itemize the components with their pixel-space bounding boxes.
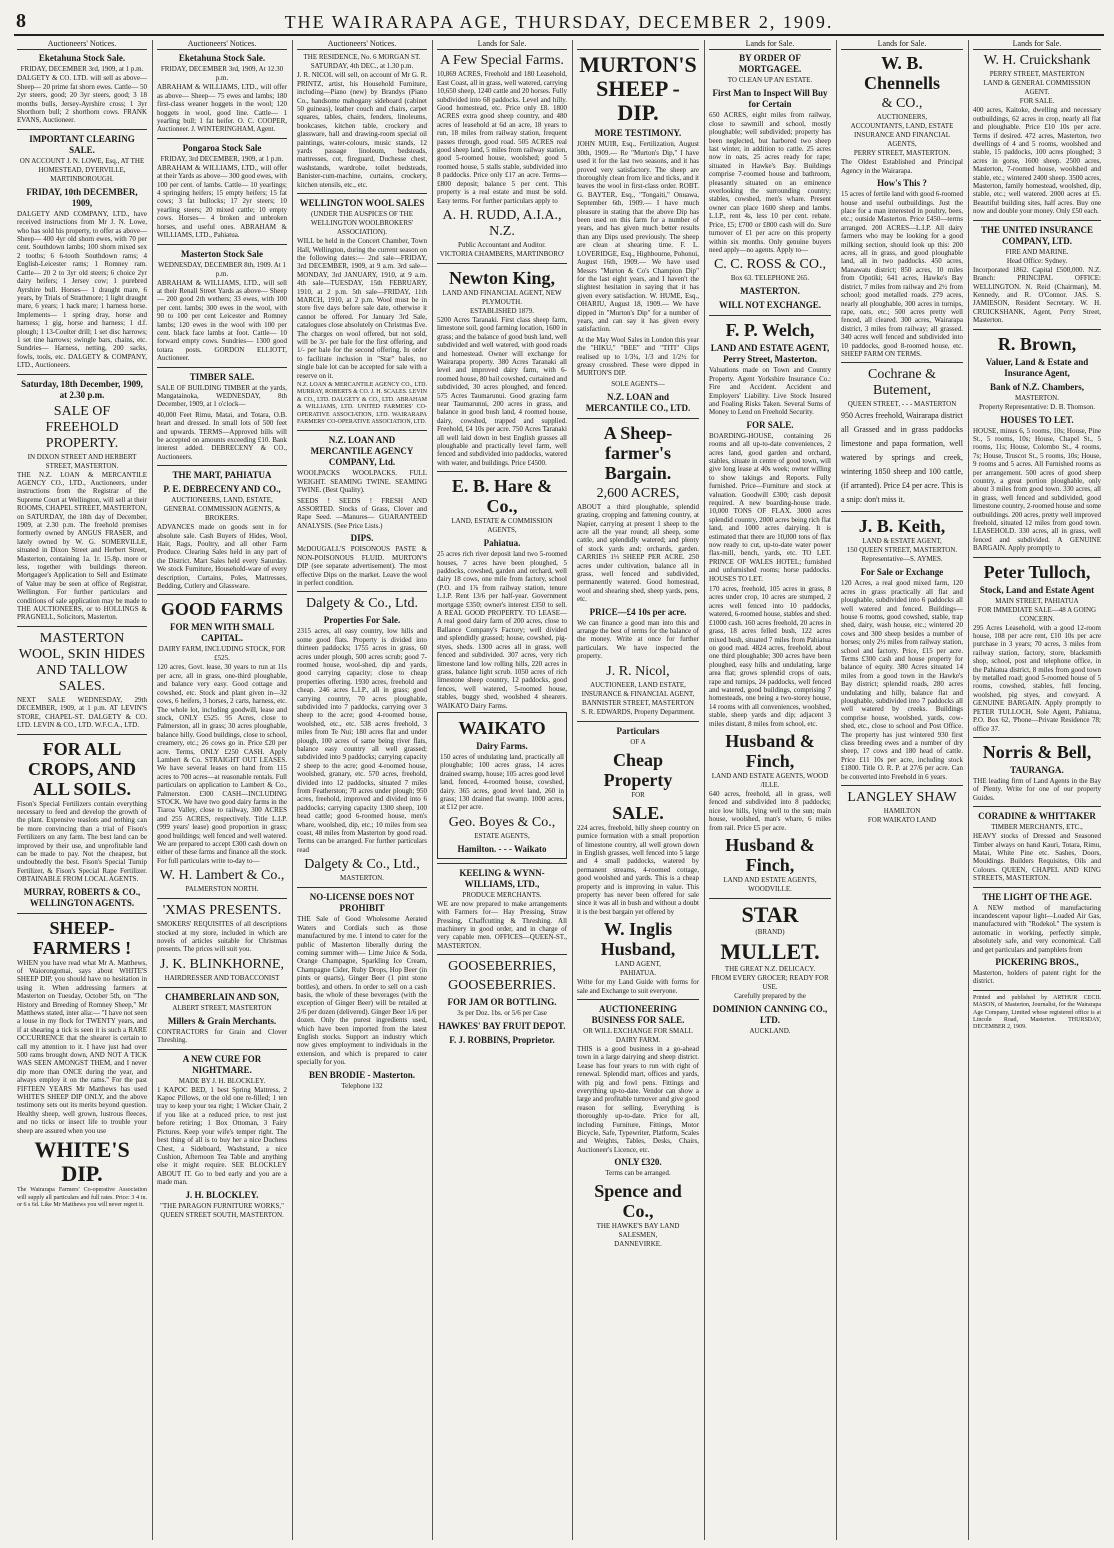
ad-subheading: Box 63. TELEPHONE 265.	[730, 274, 810, 283]
ad-subheading: AUCKLAND.	[749, 1027, 791, 1035]
section-header: Lands for Sale.	[437, 40, 567, 50]
ad-subheading: DANNEVIRKE.	[614, 1240, 662, 1249]
ad-subheading: LAND AND FINANCIAL AGENT, NEW PLYMOUTH.	[442, 288, 562, 306]
ad-heading: Dalgety & Co., Ltd.	[306, 596, 418, 612]
ad-subheading: TAURANGA.	[1010, 764, 1064, 775]
column-8	[970, 40, 1104, 1540]
ad-subheading: DAIRY FARM, INCLUDING STOCK, FOR £525.	[158, 645, 286, 663]
ad-subheading: Properties For Sale.	[323, 615, 401, 626]
ad-heading: Peter Tulloch,	[983, 561, 1091, 582]
ad-subheading: SOLE AGENTS—	[611, 379, 665, 388]
ad-body: HEAVY stocks of Dressed and Seasoned Timber always on hand Kauri, Totara, Rimu, Matai, White Pine etc. Sashes, Doors, Mouldings. Builders Requisites, Oils and Colours. QUEEN, CHAPEL AND KING STREETS, MASTERTON.	[973, 832, 1101, 883]
ad-subheading: Valuer, Land & Estate and Insurance Agent,	[985, 356, 1089, 378]
ad-subheading: Pahiatua.	[483, 538, 521, 549]
divider	[157, 594, 287, 595]
ad-subheading: AUCTIONEER, LAND ESTATE, INSURANCE & FINANCIAL AGENT,	[581, 680, 695, 698]
section-header: Lands for Sale.	[841, 40, 963, 50]
ad-subheading: Carefully prepared by the	[734, 992, 806, 1000]
ad-subheading: AUCTIONEERS, LAND, ESTATE, GENERAL COMMISSION AGENTS, & BROKERS.	[163, 496, 281, 523]
ad-body: 650 ACRES, eight miles from railway, close to sawmill and school, mostly ploughable; well subdivided; property has been neglected, but harbored two sheep last winter, in addition to cattle. 25 acres now in oats, 25 acres ready for rape; situated in Hawke's Bay. Buildings comprise 7-roomed house and bathroom, pleasantly situated on an eminence overlooking the surrounding country; stables, cowshed, men's whare. Present owner can place 1600 sheep and lambs. L.I.P., rent 4s, less 10 per cent. rebate. Price, £5; £700 or £800 cash will do. Sure turnover of £1 per acre on this property within six months. Only genuine buyers need apply—no agents. Apply to—	[709, 111, 831, 254]
ad-subheading: Hamilton. - - - Waikato	[457, 843, 547, 854]
ad-body: 150 acres of undulating land, practically all ploughable; 100 acres grass, 14 acres drained swamp, house; 105 acres good level land, fenced, 4-roomed house, cowshed, dairy. 365 acres, good level land, 260 in grass; 130 drained flat swamp. 1000 acres, at £12 per acre.	[440, 752, 564, 812]
ad-heading: NO-LICENSE DOES NOT PROHIBIT	[309, 892, 415, 914]
ad-subheading: (BRAND)	[755, 928, 785, 936]
ad-body: 2315 acres, all easy country, low hills and some good flats. Property is divided into thirteen paddocks; 1755 acres in grass, 60 acres under plough, 500 acres scrub; good 7-roomed house, wool-shed, dip and yards, good carrying capacity; close to cheap properties offering. 1930 acres, freehold and cheap. 246 acres L.I.P., all in grass; good carrying country, 70 acres ploughable, subdivided into 7 paddocks, carrying over 3 sheep to the acre; good 4-roomed house, woolshed, etc., etc. 538 acres freehold, 3 miles from Te Nui; 180 acres flat and under plough, 100 acres of same being river flats, balance easy country all well grassed; subdivided into 9 paddocks; carrying capacity 2 sheep to the acre; good 4-roomed house, woolshed, granary, etc. 570 acres, freehold, divided into 12 paddocks, situated 7 miles from Featherston; 70 acres under plough; 950 acres, freehold, improved and divided into 6 paddocks; carrying capacity 1300 sheep, 100 head cattle; good 6-roomed house, men's whare, woolshed, dip, etc.; 10 miles from sea coast, 48 miles from Masterton by good road. Terms can be arranged. For further particulars read	[297, 627, 427, 854]
ad-subheading: Telephone 132	[341, 1081, 383, 1090]
ad-subheading: LAND AGENT,	[615, 960, 661, 969]
ad-subheading: MADE BY J. H. BLOCKLEY.	[178, 1076, 266, 1085]
ad-heading: Cochrane & Butement,	[867, 367, 937, 399]
ad-heading: J. B. Keith,	[858, 516, 946, 537]
ad-heading: PICKERING BROS.,	[995, 957, 1079, 967]
ad-heading: Pongaroa Stock Sale	[182, 142, 262, 153]
divider	[437, 954, 567, 955]
ad-subheading: FOR JAM OR BOTTLING.	[447, 997, 557, 1008]
ad-subheading: MAIN STREET, PAHIATUA	[995, 596, 1079, 605]
divider	[157, 244, 287, 245]
ad-heading: J. K. BLINKHORNE,	[159, 956, 285, 972]
ad-subheading: OF A	[630, 737, 646, 746]
ad-heading: WELLINGTON WOOL SALES	[299, 198, 425, 209]
ad-heading: A. H. RUDD, A.I.A., N.Z.	[442, 207, 562, 239]
ad-heading: C. C. ROSS & CO.,	[713, 257, 827, 273]
ad-body: 640 acres, freehold, all in grass, well fenced and subdivided into 8 paddocks; nice low hills, lying well to the sun; main house, woolshed, man's whare, 6 miles from rail. Price £5 per acre.	[709, 789, 831, 832]
ad-subheading: (UNDER THE AUSPICES OF THE WELLINGTON WOOLBROKERS' ASSOCIATION).	[310, 210, 414, 237]
ad-body: 224 acres, freehold, hilly sheep country on pumice formation with a small proportion of limestone country, all well grown down in English grasses, well fenced into 5 large and 4 small paddocks, watered by permanent streams, 4-roomed cottage, good woolshed and yards. This is a cheap property and is improving in value. This property has never been offered for sale since it was all in bush and without a doubt it is the best bargain yet offered by	[577, 823, 699, 916]
ad-subheading: PERRY STREET, MASTERTON	[989, 70, 1085, 79]
ad-body: ADVANCES made on goods sent in for absolute sale. Cash Buyers of Hides, Wool, Hair, Rags, Poultry, and all other Farm Produce. Clearing Sales held in any part of the District. Mart Sales held every Saturday. We stock Furniture, Household-ware of every description, Curtains, Poles, Mattresses, Bedding, Cutlery and Glassware.	[157, 523, 287, 591]
divider	[17, 374, 147, 375]
ad-body: THE N.Z. LOAN & MERCANTILE AGENCY CO., LTD., Auctioneers, under instructions from the Registrar of the Supreme Court at Wellington, will sell at their ROOMS, CHAPEL STREET, MASTERTON, on SATURDAY, the 18th day of December, 1909, at 2.30 p.m. The freehold premises formerly owned by ANGUS FRASER, and lately owned by W. G. SOMERVILLE, situated in Dixon Street and Herbert Street, Masterton, containing 1a. 1r. 15.8p. more or less, together with buildings thereon. Mortgagee's Application to Sell and Estimate of Value may be seen at office of Registrar, Wellington. For further particulars and conditions of sale application may be made to THE AUCTIONEERS, or to HOLLINGS & PRAGNELL, Solicitors, Masterton.	[17, 470, 147, 622]
ad-body: SEEDS ! SEEDS ! FRESH AND ASSORTED. Stocks of Grass, Clover and Rape Seed. —Manures— GUARANTEED ANALYSIS. (See Price Lists.)	[297, 496, 427, 530]
ad-subheading: FRIDAY, DECEMBER 3rd, 1909, at 1 p.m.	[20, 65, 144, 74]
ad-heading: FOR ALL CROPS, AND ALL SOILS.	[27, 738, 136, 799]
column-2	[154, 40, 290, 1540]
divider	[577, 721, 699, 722]
ad-heading: W. B. Chennells	[863, 53, 941, 94]
ad-body: Valuations made on Town and Country Property. Agent Yorkshire Insurance Co.: Fire and Accident. Accident and Employers' Liability. Live Stock Insured and Foaling Risks Taken. Several Sums of Money to Lend on Freehold Security.	[709, 366, 831, 417]
ad-heading: SHEEP-FARMERS !	[32, 917, 132, 958]
column-5	[574, 40, 702, 1540]
ad-subheading: ESTATE AGENTS,	[474, 831, 530, 840]
column-rule	[152, 40, 153, 1540]
ad-body: SALE OF BUILDING TIMBER at the yards, Mangatainoka, WEDNESDAY, 8th December, 1909, at 1 o'clock—	[157, 383, 287, 409]
divider	[973, 737, 1101, 738]
ad-heading: CHAMBERLAIN AND SON,	[165, 991, 279, 1002]
column-rule	[968, 40, 969, 1540]
ad-heading: DOMINION CANNING CO., LTD.	[712, 1004, 828, 1025]
ad-date: FRIDAY, 10th DECEMBER, 1909,	[26, 186, 138, 208]
column-rule	[572, 40, 573, 1540]
ad-subheading: FROM EVERY GROCER; READY FOR USE.	[711, 974, 829, 991]
ad-heading: SALE.	[612, 802, 664, 823]
ad-body: The Wairarapa Farmers' Co-operative Association will supply all particulars and full rates. Price: 3 4 in. or 6 s 6d. Like Mr Matthews you will never regret it.	[17, 1187, 147, 1208]
divider	[157, 367, 287, 368]
newspaper-page	[14, 6, 1104, 1542]
ad-heading: 2,600 ACRES,	[596, 485, 680, 501]
ad-subheading: ON ACCOUNT J. N. LOWE, Esq., AT THE HOMESTEAD, DYERVILLE, MARTINBOROUGH.	[19, 156, 145, 183]
divider	[17, 734, 147, 735]
ad-heading: J. R. Nicol,	[606, 663, 670, 679]
divider	[577, 418, 699, 419]
ad-heading: Husband & Finch,	[725, 835, 815, 875]
ad-body: ABRAHAM & WILLIAMS, LTD., will offer as above— Sheep— 75 ewes and lambs; 180 first-class weaner hoggets in the wool; 120 hoggets in wool, good line. Cattle— 1 yearling bull; 1 fat heifer. O. C. COOPER, Auctioneer. J. WINTERINGHAM, Agent.	[157, 83, 287, 134]
section-header: Auctioneers' Notices.	[17, 40, 147, 50]
ad-body: ABRAHAM & WILLIAMS, LTD., will offer at their Yards as above— 300 good ewes, with 100 per cent. of lambs. Cattle— 10 yearlings; 4 springing heifers; 15 empty heifers; 15 fat cows; 3 fat bullocks; 17 2yr steers; 10 yearling steers; 20 mixed cattle; 10 empty cows. Horses— 4 broken and unbroken horses, and useful ones. ABRAHAM & WILLIAMS, LTD., Pahiatua.	[157, 163, 287, 240]
ad-heading: Geo. Boyes & Co.,	[448, 814, 556, 830]
ad-subheading: IN DIXON STREET AND HERBERT STREET, MASTERTON.	[27, 452, 137, 470]
ad-subheading: Stock, Land and Estate Agent	[979, 584, 1095, 595]
divider	[973, 887, 1101, 888]
ad-subheading: Dairy Farms.	[476, 740, 528, 751]
ad-subheading: First Man to Inspect Will Buy for Certain	[712, 88, 828, 110]
ad-subheading: FOR MEN WITH SMALL CAPITAL.	[169, 622, 275, 644]
divider	[17, 129, 147, 130]
divider	[437, 863, 567, 864]
section-header: Lands for Sale.	[973, 40, 1101, 50]
ad-heading: DIPS.	[350, 533, 374, 544]
ad-body: WHEN you have read what Mr A. Matthews, of Waiorongomai, says about WHITE'S SHEEP DIP, you should have no hesitation in using it. When addressing farmers at Masterton on Tuesday, October 5th, on "The History and Breeding of Romney Sheep," Mr Matthews stated, inter alia:— "I have not seen a louse in my flock for TWENTY years, and if at shearing a tick is seen it is such a RARE OCCURRENCE that the shearer is certain to call my attention to it. I have just had over 500 rams brought down, AND NOT A TICK WAS SEEN AMONGST THEM, and I never dip more than ONCE during the year, and always employ it on the rams." For the past FIFTEEN YEARS Mr Matthews has used WHITE'S SHEEP DIP ONLY, and the above testimony sets out its merits beyond question. Healthy sheep, well grown, lustrous fleeces, and no ticks or insect life to trouble your sheep are assured when you use	[17, 958, 147, 1135]
ad-agents: MURRAY, ROBERTS & CO., WELLINGTON AGENTS.	[23, 886, 141, 908]
ad-heading: AUCTIONEERING BUSINESS FOR SALE.	[591, 1003, 685, 1025]
ad-price: PRICE—£4 10s per acre.	[589, 606, 687, 617]
divider	[973, 220, 1101, 221]
ad-subheading: For Sale or Exchange	[860, 567, 944, 578]
ad-subheading: THE HAWKE'S BAY LAND SALESMEN,	[596, 1222, 680, 1240]
ad-heading: MULLET.	[720, 939, 820, 964]
ad-heading: R. Brown,	[997, 333, 1077, 354]
ad-body: 5200 Acres Taranaki. First class sheep farm, limestone soil, good farming location, 1600 in grass; and the balance of good bush land, well subdivided and well watered, with good roads and homestead. Owner will exchange for Wairarapa property. 380 Acres Taranaki all level and improved dairy farm, with 6-roomed house, 80 bail cowshed, curtained and subdivided, 30 acres ploughed, and fenced. 575 Acres Taumarunui. Good grazing farm near Taumarunui, 200 acres in grass, and balance in good bush land, 4 roomed house, dairy, cowshed, trapped and supplied. Freehold, £4 10s per acre. 750 Acres Taranaki all well laid down in best English grasses all ploughable and practically level farm, well fenced and subdivided into paddocks, watered with water, and buildings. Price £4500.	[437, 315, 567, 467]
ad-heading: Particulars	[616, 725, 660, 736]
ad-subheading: LAND, ESTATE & COMMISSION AGENTS,	[451, 517, 553, 535]
ad-body: DALGETY AND COMPANY, LTD., have received instructions from Mr J. N. Lowe, who has sold his property, to offer as above— Sheep— 400 4yr old shorn ewes, with 70 per cent. Southdown lambs; 100 shorn mixed sex 2 tooths; 6 6-tooth Southdown rams; 4 English-Leicester rams; 1 Romney ram. Cattle— 20 2 to 3yr old steers; 6 choice 2yr dairy heifers; 1 Jersey cow; 1 purebred Ayrshire bull. Horses— 1 draught mare, 6 years, by Trials of Strathmore; 1 light draught mare, 6 years; 1 hack mare; 1 harness horse. Implements— 1 spring dray, horse and harness; 1 gig, horse and harness; 1 d.f. plough; 1 13-Coulter drill; 1 set disc harrows; 1 set tine harrows; swingle bars, chains, etc. Sundries— Harness, netting, 200 sacks, fowls, tools, etc. DALGETY & COMPANY, LTD., Auctioneers.	[17, 209, 147, 370]
ad-subheading: MASTERTON.	[740, 286, 800, 297]
ad-subheading: OR WILL EXCHANGE FOR SMALL DAIRY FARM.	[583, 1026, 693, 1044]
ad-body: BOARDING-HOUSE, containing 26 rooms and all up-to-date conveniences, 2 acres land, good garden and orchard, stables, situate in centre of good town, will give long lease at 40s week; owner willing to show takings and Reports. Fully furnished. Price—Furniture and stock at valuation. Goodwill £300; cash deposit required. A new boarding-house trade. 10,000 TONS OF FLAX. 3000 acres splendid country, 2000 acres being rich flat land, and 1000 acres dairying. It is estimated that there are 10,000 tons of flax now ready to cut, up-to-date water power flax-mill, bench, yards, etc. TO LET. PRINCE OF WALES HOTEL; furnished and unfurnished rooms; horse paddocks. HOUSES TO LET.	[709, 431, 831, 583]
ad-heading: E. B. Hare & Co.,	[451, 476, 553, 517]
section-header: Lands for Sale.	[709, 40, 831, 50]
column-7	[838, 40, 966, 1540]
ad-subheading: LAND & GENERAL COMMISSION AGENT.	[983, 79, 1091, 97]
ad-body: JOHN MUIR, Esq., Fertilization, August 30th, 1909.— Re "Murton's Dip," I have used it for the last two seasons, and it has proved very satisfactory. The sheep are thoroughly clean from lice and ticks, and it leaves the wool in first-class order. ROBT. G. BAYTER, Esq., "Tongaiti," Onuawa, September 6th, 1909.— I have much pleasure in stating that the above Dip has been used on this farm for a number of years, and has given much better results than any Dips used previously. The sheep are clean at shearing time. F. L. LOVERIDGE, Esq., Highbourne, Pohonui, August 16th, 1909.— We have used Messrs "Murton & Co's Champion Dip" for the last eight years, and I haven't the slightest hesitation in saying that it has given every satisfaction. W. HUME, Esq., OHARIU, August 18, 1909.— We have dipped in "Murton's Dip" for a number of years, and can say it has given every satisfaction.	[577, 140, 699, 334]
column-4	[434, 40, 570, 1540]
ad-subheading: Millers & Grain Merchants.	[167, 1015, 277, 1026]
ad-subheading: WOODVILLE.	[748, 885, 792, 893]
ad-body: Incorporated 1862. Capital £500,000. N.Z. Branch: PRINCIPAL OFFICE: WELLINGTON. N. Reid (Chairman), M. Kennedy, and R. O'Connor. JAS. S. JAMIESON, Resident Secretary. W. H. CRUICKSHANK, Agent, Perry Street, Masterton.	[973, 265, 1101, 325]
ad-subheading: "THE PARAGON FURNITURE WORKS,"	[160, 1201, 284, 1210]
ad-heading: IMPORTANT CLEARING SALE.	[29, 133, 135, 155]
ad-body: WILL be held in the Concert Chamber, Town Hall, Wellington, during the current season on the following dates:— 2nd sale—FRIDAY, 3rd DECEMBER, 1909, at 9 a.m. 3rd sale—MONDAY, 3rd JANUARY, 1910, at 9 a.m. 4th sale—TUESDAY, 15th FEBRUARY, 1910, at 2 p.m. 5th sale—FRIDAY, 11th MARCH, 1910, at 2 p.m. Wool must be in store five days before sale date, otherwise it cannot be offered. For January 3rd Sale, catalogues close absolutely on Christmas Eve. The charges on wool offered, but not sold, will be 3/- per bale for the first offering, and 1/- per bale for the second offering. In order to facilitate inclusion in "Star" bales, no single bale lot can be accepted for sale with a reserve on it.	[297, 237, 427, 380]
ad-subheading: VICTORIA CHAMBERS, MARTINBORO'	[439, 249, 565, 258]
column-rule	[836, 40, 837, 1540]
ad-heading: W. H. Lambert & Co.,	[159, 868, 285, 884]
divider	[437, 263, 567, 264]
ad-heading: BEN BRODIE - Masterton.	[309, 1069, 415, 1080]
ad-heading: Newton King,	[448, 267, 555, 288]
ad-subheading: FOR WAIKATO LAND	[867, 816, 937, 825]
ad-body: 120 Acres, a real good mixed farm, 120 acres in grass practically all flat and ploughable, subdivided into 6 paddocks all well watered and fenced. Buildings—house 6 rooms, good cowshed, stable, trap shed, dairy, wash house, etc.; wintered 20 cows and 300 sheep besides a number of horses; only 2½ miles from railway station, school and factory. Price, £15 per acre. Terms £300 cash and house property for balance of equity. 380 Acres situated 14 miles from a good town in the Hawke's Bay district; splendid roads, 280 acres undulating and hilly, balance flat and ploughable, subdivided into 7 paddocks all well watered by creeks. Buildings comprise house, woolshed, yards, cow-shed, etc., close to school and Post Office. The property has just wintered 930 first class breeding ewes and a number of dry sheep, 17 cows and 180 head of cattle. Price £11 10s per acre, including stock £1800. Title O. R. P. at 27/6 per acre. Can be converted into Freehold in 6 years.	[841, 579, 963, 781]
ad-heading: Eketahuna Stock Sale.	[38, 53, 126, 64]
ad-body: Fison's Special Fertilizers contain everything necessary to feed and develop the growth of the plant. Expensive teaslots and nothing can be more convincing than a trial of Fison's Fertilizers on any farm. The best land can be improved by their use, and unprofitable land can be made to pay. Not the cheapest, but undoubtedly the best. Fison's Special Turnip Fertilizer, & Fison's Special Rape Fertilizer. OBTAINABLE FROM LOCAL AGENTS.	[17, 799, 147, 884]
divider	[841, 362, 963, 363]
divider	[157, 987, 287, 988]
ad-body: N.Z. LOAN & MERCANTILE AGENCY CO., LTD. MURRAY, ROBERTS & CO. J. H. SCALES. LEVIN & CO., LTD. DALGETY & CO., LTD. ABRAHAM & WILLIAMS, LTD. UNITED FARMERS' CO-OPERATIVE ASSOCIATION, LTD. WAIRARAPA FARMERS' CO-OPERATIVE ASSOCIATION, LTD.	[297, 382, 427, 426]
ad-subheading: PRODUCE MERCHANTS.	[462, 890, 542, 899]
ad-price: ONLY £320.	[614, 1157, 662, 1168]
ad-body: ABRAHAM & WILLIAMS, LTD., will sell at their Renall Street Yards as above— Sheep— 200 good 2th wethers; 33 ewes, with 100 per cent. lambs; 300 ewes in the wool, with 90 to 100 per cent Leicester and Romney lambs; 120 ewes in the wool with 100 per cent. black face lambs at foot. Cattle— 10 forward empty cows. Sundries— 1300 good totara posts. GORDON ELLIOTT, Auctioneer.	[157, 278, 287, 363]
ad-subheading: WEDNESDAY, DECEMBER 8th, 1909. At 1 p.m.	[158, 260, 286, 278]
ad-heading: GOOSEBERRIES.	[448, 978, 556, 994]
ad-heading: WAIKATO	[458, 717, 546, 738]
ad-heading: W. H. Cruickshank	[983, 53, 1091, 69]
divider	[297, 591, 427, 592]
ad-heading: TIMBER SALE.	[189, 371, 255, 382]
ad-subheading: PAHIATUA.	[619, 969, 657, 978]
ad-subheading: QUEEN STREET SOUTH, MASTERTON.	[160, 1210, 284, 1219]
ad-heading: Masterton Stock Sale	[181, 248, 263, 259]
ad-heading: GOOSEBERRIES,	[448, 959, 556, 975]
ad-subheading: Public Accountant and Auditor.	[458, 240, 546, 249]
ad-heading: How's This ?	[877, 178, 927, 189]
divider	[973, 990, 1101, 991]
ad-body: 15 acres of fertile land with good 6-roomed house and useful outbuildings. Just the place for a man interested in poultry, bees, etc.; outside Masterton. Price £450—terms arranged. 200 ACRES—L.I.P. All dairy farmers who may be looking for a good milking section, should look up this: 200 acres, all in grass, and good ploughable land, all in two paddocks. 450 acres, Manawatu district; 850 acres, 10 miles from Opotiki; 641 acres, Hawke's Bay district, 7 miles from railway and 2½ from school; good metalled roads. 279 acres, nearly all ploughable, 300 acres in turnips, rape, oats, etc.; 500 acres pretty well fenced, all cleared. 300 acres, Wairarapa district, 3 miles from railway; all grassed. 340 acres well fenced and subdivided into 10 paddocks, good 8-roomed house, etc. SHEEP FARM ON TERMS.	[841, 190, 963, 358]
ad-heading: P. E. DEBRECENY AND CO.,	[163, 484, 281, 495]
ad-subheading: FRIDAY, 3rd DECEMBER, 1909, at 1 p.m.	[160, 154, 284, 163]
ad-heading: & CO.,	[881, 96, 923, 112]
ad-body: 10,869 ACRES, Freehold and 180 Leasehold, East Coast, all in grass, well watered, carrying 10,650 sheep, 1240 cattle and 20 horses. Fully subdivided into 68 paddocks. Level and hilly. Good homestead, etc. Price only £8. 1800 ACRES extra good sheep country, and 480 acres of leasehold at 6d an acre, 18 years to run, 18 miles from railway station, frequent passes through, good road. 505 ACRES real good sheep land, 5 miles from railway station, good 5-roomed house, woolshed; good 5 roomed house, 5 stalls stable, subdivided into 8 paddocks. Price only £17 an acre. Terms—£800 deposit; balance 5 per cent. This property is a real estate and must be sold. Easy terms. For further particulars apply to	[437, 70, 567, 205]
ad-body: 40,000 Feet Rimu, Matai, and Totara, O.B. heart and dressed. In small lots of 500 feet and upwards. TERMS—Approved bills will be accepted on amounts exceeding £10. Bank interest added. DEBRECENY & CO., Auctioneers.	[157, 410, 287, 461]
divider	[297, 887, 427, 888]
ad-heading: THE UNITED INSURANCE COMPANY, LTD.	[980, 224, 1094, 246]
ad-subheading: TIMBER MERCHANTS, ETC.,	[991, 823, 1083, 832]
ad-subheading: F. J. ROBBINS, Proprietor.	[449, 1035, 555, 1046]
ad-heading: KEELING & WYNN-WILLIAMS, LTD.,	[459, 867, 545, 889]
ad-heading: MASTERTON WOOL, SKIN HIDES AND TALLOW SALES.	[18, 630, 146, 694]
ad-body: At the May Wool Sales in London this year the "HIKU," "BEE" and "TITI" Clips realised up to 1/3¼, 1/3 and 1/2½ for greasy crossbred. These were dipped in MURTON'S DIP.	[577, 335, 699, 378]
ad-body: ABOUT a third ploughable, splendid grazing, cropping and fattening country, at Napier, carrying at present 1 sheep to the acre all the year round; all sheep, some cattle, and splendidly watered; and plenty of stock yards and; orchards, garden. CARRIES 1⅓ SHEEP PER ACRE. 250 acres under cultivation, balance all in grass, well fenced and subdivided, permanently watered. Good homestead, wool and shearing shed, sheep yards, pens, etc.	[577, 502, 699, 604]
ad-body: 400 acres, Kaitoke, dwelling and necessary outbuildings, 62 acres in crop, nearly all flat and ploughable. Price £10 10s per acre. Terms if desired. 472 acres, Masterton, two dwellings of 4 and 5 rooms, woolshed and stable, 15 paddocks, 100 acres ploughed; 3 acres in gorse, 1600 sheep. 2500 acres, Masterton, 7-roomed house, woolshed and stable, etc.; wintered 2400 sheep. 3500 acres, Masterton, family homestead, woolshed, dip, stable, etc.; well watered. 2000 acres at £5. Beautiful building sites, half acres. Buy one now and double your money. Only £50 each.	[973, 106, 1101, 216]
divider	[709, 898, 831, 899]
ad-heading: A Few Special Farms.	[440, 53, 564, 69]
ad-heading: THE MART, PAHIATUA	[172, 470, 272, 481]
ad-subheading: HAMILTON	[883, 807, 921, 816]
section-header: Auctioneers' Notices.	[297, 40, 427, 50]
ad-heading: W. Inglis Husband,	[600, 919, 676, 960]
ad-heading: F. P. Welch,	[725, 320, 815, 341]
ad-heading: Dalgety & Co., Ltd.,	[304, 857, 420, 873]
ad-body: McDOUGALL'S POISONOUS PASTE & NON-POISONOUS FLUID. MURTON'S DIP (see separate advertisement). The most effective Dips on the market. Leave the wool in perfect condition.	[297, 545, 427, 587]
divider	[437, 471, 567, 472]
ad-heading: Eketahuna Stock Sale.	[178, 53, 266, 64]
ad-subheading: HOUSES TO LET.	[1000, 414, 1074, 425]
ad-subheading: N.Z. LOAN and MERCANTILE CO., LTD.	[585, 391, 691, 413]
divider	[157, 898, 287, 899]
ad-subheading: TO CLEAN UP AN ESTATE.	[727, 76, 813, 85]
ad-subheading: AUCTIONEERS,	[876, 113, 928, 122]
ad-heading: GOOD FARMS	[160, 599, 284, 620]
ad-heading: WHITE'S DIP.	[34, 1137, 130, 1187]
ad-subheading: THE RESIDENCE, No. 6 MORGAN ST. SATURDAY, 4th DEC., at 1.30 p.m.	[303, 53, 421, 71]
section-header: Auctioneers' Notices.	[157, 40, 287, 50]
ad-subheading: S. R. EDWARDS, Property Department.	[581, 707, 695, 716]
masthead	[14, 6, 1104, 36]
column-rule	[704, 40, 705, 1540]
ad-body: Masterton, holders of patent right for the district.	[973, 969, 1101, 986]
ad-heading: BY ORDER OF MORTGAGEE.	[738, 53, 802, 75]
ad-body: 1 KAPOC BED, 1 best Spring Mattress, 2 Kapoc Pillows, or the old one re-filled; 1 ten tray to keep your tea right; 1 Wicker Chair, 2 if you like at a reduced price, to rest just before retiring; 1 Box Ottoman, 3 Fairy Pictures. Keep your wife's temper right. The best thing of all is to buy her a nice Duchess Chest, a Sideboard, Washstand, a nice Cushion, Afternoon Tea Table and anything else it might require. SEE BLOCKLEY ABOUT IT. Go to bed early and you are a made man.	[157, 1085, 287, 1187]
ad-subheading: Bank of N.Z. Chambers,	[989, 381, 1084, 392]
column-1	[14, 40, 150, 1540]
ad-subheading: FOR	[631, 790, 645, 799]
ad-body: THIS is a good business in a go-ahead town in a large dairying and sheep district. Lease has four years to run with right of renewal. Splendid mart, offices and yards, with pig and fowl pens. Fittings and everything up-to-date. Vendor can show a large and profitable turnover and give good reason for selling. Everything is thoroughly up-to-date. Price for all, including Furniture, Fittings, Motor Bicycle, Safe, Typewriter, Platform, Scales and Weights, Tables, Desks, Chairs, Auctioneer's Licence, etc.	[577, 1044, 699, 1154]
ad-subheading: Terms can be arranged.	[605, 1169, 671, 1178]
ad-body: A NEW method of manufacturing incandescent vapour light—Loaded Air Gas, manufactured with "Rodekol." The system is automatic in working, perfectly simple, absolutely safe, and very economical. Call and get particulars and pamphlets from	[973, 903, 1101, 954]
ad-body: Write for my Land Guide with forms for sale and Exchange to suit everyone.	[577, 978, 699, 995]
ad-subheading: ACCOUNTANTS, LAND, ESTATE INSURANCE AND FINANCIAL AGENTS,	[850, 122, 954, 149]
ad-heading: THE LIGHT OF THE AGE.	[982, 891, 1092, 902]
divider	[17, 913, 147, 914]
ad-subheading: BANNISTER STREET, MASTERTON	[582, 698, 694, 707]
ad-heading: LANGLEY SHAW	[847, 790, 957, 806]
column-rule	[292, 40, 293, 1540]
divider	[17, 626, 147, 627]
ad-body: WE are now prepared to make arrangements with Farmers for— Hay Pressing, Straw Pressing, Chaffcutting & Threshing. All machinery in good order, and in charge of very capable men. OFFICES—QUEEN-ST., MASTERTON.	[437, 899, 567, 950]
ad-subheading: 3s per Doz. 1bs. or 5/6 per Case	[457, 1009, 547, 1018]
ad-heading: Norris & Bell,	[982, 741, 1092, 762]
divider	[973, 557, 1101, 558]
ad-body: THE leading firm of Land Agents in the Bay of Plenty. Write for one of our property Guides.	[973, 776, 1101, 802]
ad-subheading: 150 QUEEN STREET, MASTERTON.	[846, 546, 958, 555]
ad-heading: A Sheep-farmer's Bargain.	[603, 422, 673, 483]
ad-heading: J. H. BLOCKLEY.	[185, 1189, 259, 1200]
ad-subheading: FOR SALE.	[1019, 97, 1055, 106]
ad-heading: Cheap Property	[603, 749, 673, 790]
divider	[841, 785, 963, 786]
divider	[297, 430, 427, 431]
ad-body: DALGETY & CO. LTD. will sell as above— Sheep— 20 prime fat shorn ewes. Cattle— 50 2yr steers, good; 20 3yr steers, good; 3 18 months bulls, Jersey-Ayrshire cross; 1 3yr Shorthorn bull; 2 shorthorn cows. FRANK EVANS, Auctioneer.	[17, 74, 147, 125]
ad-subheading: FOR IMMEDIATE SALE—48 A GOING CONCERN.	[977, 605, 1097, 623]
ad-heading: STAR	[741, 902, 799, 927]
divider	[577, 999, 699, 1000]
ad-heading: HAWKES' BAY FRUIT DEPOT.	[438, 1021, 566, 1032]
ad-subheading: FIRE AND MARINE.	[1005, 247, 1069, 256]
ad-heading: N.Z. LOAN AND MERCANTILE AGENCY COMPANY, Ltd.	[310, 435, 414, 468]
ad-heading: 'XMAS PRESENTS.	[162, 903, 282, 919]
ad-subheading: FOR SALE.	[746, 419, 794, 430]
divider	[157, 1049, 287, 1050]
imprint: Printed and published by ARTHUR CECIL MASON, of Masterton, Journalist, for the Wairarapa Age Company, Limited whose registered office is at Lincoln Road, Masterton. THURSDAY, DECEMBER 2, 1909.	[973, 994, 1101, 1031]
divider	[297, 193, 427, 194]
ad-heading: Saturday, 18th December, 1909, at 2.30 p.m.	[21, 378, 143, 400]
column-3	[294, 40, 430, 1540]
ad-subheading: ALBERT STREET, MASTERTON	[172, 1003, 272, 1012]
ad-subheading: LAND & ESTATE AGENT,	[862, 537, 942, 546]
divider	[973, 329, 1101, 330]
ad-body: THE Sale of Good Wholesome Aerated Waters and Cordials such as those manufactured by me. I intend to cater for the public of Masterton liberally during the coming summer with— Lime Juice & Soda, Orange Champagne, Sparkling Ice Cream, Champagne Cider, Ruby Drops, Hop Beer (in pints or quarts), Ginger Beer (1 pint stone bottles), and others. In order to sell on a cash basis, the whole of these beverages (with the exception of Ginger Beer) will be retailed at 2/6 per dozen (delivered). Ginger Beer 1/6 per dozen. Only the purest ingredients used, which have been imported from the latest English stocks. Support an industry which now gives employment to individuals in the extension, and which is prepared to cater specially for you.	[297, 915, 427, 1067]
section-header	[577, 40, 699, 50]
ad-heading: SALE OF FREEHOLD PROPERTY.	[45, 403, 119, 451]
ad-subheading: ESTABLISHED 1879.	[470, 306, 534, 315]
ad-subheading: MASTERTON.	[1015, 393, 1059, 402]
ad-subheading: THE GREAT N.Z. DELICACY.	[724, 965, 816, 973]
ad-body: The Oldest Established and Principal Agency in the Wairarapa.	[841, 158, 963, 175]
ad-body: 25 acres rich river deposit land two 5-roomed houses, 7 acres have been ploughed, 5 paddocks, cowshed, garden and orchard, well dairy 18 cows, one mile from factory, school (P.O. and 1⅞ from railway station, tenure L.I.P. Rent 13/6 per half-year. Government mortgage £350; owner's interest £350 to sell. A REAL GOOD PROPERTY. TO LEASE—A real good dairy farm of 200 acres, close to Ballance Company's Factory; well divided and splendidly grassed; house, cowshed, pig-styes, sheds. 1300 acres all in grass, well fenced and subdivided. 307 acres, very rich limestone land low rolling hills, 220 acres in grass, balance light scrub. 1050 acres of rich limestone sheep country, 12 paddocks, good fences, well watered, 5-roomed house, stables, buggy shed, woolshed 4 shearers. WAIKATO Dairy Farms.	[437, 550, 567, 710]
ad-heading: MURTON'S SHEEP - DIP.	[579, 52, 697, 126]
ad-subheading: QUEEN STREET, - - - MASTERTON	[847, 400, 957, 409]
ad-body: We can finance a good man into this and arrange the best of terms for the balance of the money. Write at once for further particulars. We have inspected the property.	[577, 618, 699, 661]
ad-subheading: LAND AND ESTATE AGENT, Perry Street, Masterton.	[710, 343, 830, 365]
ad-body: HOUSE, minus 6, 5 rooms, 10s; House, Pine St., 5 rooms, 10s; House, Chapel St., 5 rooms, 11s; House, Colombo St., 4 rooms, 7s; House, Truscot St., 5 rooms, 10s; House, 9 rooms and 5 acres. All Furnished rooms as per arrangement. 500 acres of good sheep country, a great portion ploughable, only about 3 miles from good town. 330 acres, all in grass, well fenced and subdivided, good limestone country, 2-roomed house and some outbuildings. 200 acres, pretty well improved freehold, situated 12 miles from good town. LEASEHOLD. 330 acres, all in grass, well fenced and subdivided. A GENUINE BARGAIN. Apply promptly to	[973, 426, 1101, 553]
ad-subheading: Property Representative: D. B. Thomson.	[979, 402, 1095, 411]
divider	[157, 465, 287, 466]
ad-subheading: MASTERTON.	[340, 874, 384, 883]
column-6	[706, 40, 834, 1540]
divider	[709, 315, 831, 316]
ad-heading: Husband & Finch,	[725, 730, 815, 771]
ad-subheading: PERRY STREET, MASTERTON.	[853, 149, 951, 158]
ad-body: 170 acres, freehold, 105 acres in grass, 8 acres under crop, 10 acres are stumped, 2 acres well fenced into 10 paddocks, watered, 6-roomed house, stables and shed. £1000 cash. 160 acres freehold, 20 acres in grass, 18 acres felled bush, 122 acres mixed bush, situated 7 miles from Pahiatua on good road. 4824 acres, freehold, about one third ploughable; 300 acres have been ploughed, easy hills and undulating, large area flat; grows splendid crops of oats, rape and turnips, 24 paddocks, well fenced and watered, good buildings, comprising 7 homesteads, one being a two-storey house, 14 rooms with all conveniences, woolshed, stable, sheep yards and dip; adjacent 3 miles distant, 8 miles from school, etc.	[709, 585, 831, 728]
ad-heading: CORADINE & WHITTAKER	[978, 811, 1096, 822]
column-rule	[432, 40, 433, 1540]
page-number: 8	[16, 10, 26, 32]
ad-subheading: LAND AND ESTATE AGENTS,	[723, 876, 817, 884]
divider	[973, 806, 1101, 807]
ad-subheading: MORE TESTIMONY.	[594, 128, 682, 139]
ad-subheading: LAND AND ESTATE AGENTS, WOOD /ILLE.	[711, 771, 829, 789]
ad-body: 950 Acres freehold, Wairarapa district all Grassed and in grass paddocks limestone and papa formation, well watered by springs and creek, wintering 1850 sheep and 100 cattle, (if arranted). Price £4 per acre. This is a snip: don't miss it.	[841, 411, 963, 505]
waikato-ad-box	[437, 712, 567, 859]
ad-subheading: FRIDAY, DECEMBER 3rd, 1909, At 12.30 p.m.	[160, 65, 284, 83]
ad-subheading: PALMERSTON NORTH.	[185, 885, 259, 894]
divider	[157, 138, 287, 139]
ad-body: J. R. NICOL will sell, on account of Mr G. R. PRINTZ, artist, his Household Furniture, including—Piano (new) by Brandys (Piano Co., handsome mahogany sideboard (cabinet 50 guineas), leather couch and chairs, carpet squares, tables, chairs, fenders, linoleums, bookcases, kitchen table, crockery and glassware, hall and drawing-room special oil paintings, water-colours, music stands, 12 yards passage linoleum, bedsteads, mattresses, cot, fireguard, Duchesse chest, washstands, wardrobe, toilet bedsteads, Banister-cum-machine, curtains, crockery, kitchen utensils, etc., etc.	[297, 71, 427, 189]
ad-heading: Spence and Co.,	[594, 1181, 682, 1222]
divider	[841, 511, 963, 512]
ad-subheading: Head Office: Sydney.	[1006, 256, 1068, 265]
ad-subheading: HAIRDRESSER AND TOBACCONIST	[164, 973, 280, 982]
ad-body: 120 acres, Govt. lease, 30 years to run at 11s per acre, all in grass, one-third ploughable, and balance very easy. Good cottage and cowshed, etc. Stock and plant given in—32 cows, 6 heifers, 3 horses, 2 carts, harness, etc. The whole lot, including goodwill, lease and stock, ONLY £525. 95 Acres, close to Palmerston, all in grass; 30 acres ploughable, balance hilly. Good buildings, close to school, creamery, etc.; 26 cows go in. Price £20 per acre. Terms, ONLY £250 CASH. Apply Lambert & Co. STRAIGHT OUT LEASES. We have several leases on hand from 115 acres to 700 acres—at reasonable rentals. Full particulars on application to Lambert & Co., Palmerston. £300 CASH—INCLUDING STOCK. We have two good dairy farms in the Tiaroa Valley, close to railway, 300 ACRES and 255 ACRES, respectively. Title L.I.P. (999 years' lease) good proportion in grass; good buildings; well fenced and well watered. We are prepared to accept £300 cash down on either of these farms and finance all the stock. For full particulars write to-day to—	[157, 663, 287, 865]
ad-body: WOOLPACKS WOOLPACKS. FULL WEIGHT. SEAMING TWINE. SEAMING TWINE. (Best Quality).	[297, 469, 427, 495]
newspaper-title: THE WAIRARAPA AGE, THURSDAY, DECEMBER 2, 1909.	[284, 12, 834, 32]
ad-body: SMOKERS' REQUISITES of all descriptions stocked at my store, included in which are novels of articles suitable for Christmas presents. The prices will suit you.	[157, 920, 287, 954]
ad-heading: A NEW CURE FOR NIGHTMARE.	[182, 1053, 262, 1075]
ad-body: 295 Acres Leasehold, with a good 12-room house, 108 per acre rent, £10 10s per acre purchase in 3 years; 70 acres, 3 miles from railway station, factory, store, blacksmith shop, school, post and telephone office, in the Pahiatua district, 8 miles from good town by metalled road; good 5-roomed house of 5 rooms, cowshed, stables, full fencing, woolshed, pig styes, and cowyard. A GENUINE BARGAIN. Apply promptly to PETER TULLOCH, Sole Agent, Pahiatua, P.O. Box 62, 'Phone—Private Residence 78; office 37.	[973, 623, 1101, 733]
ad-subheading: Representative—S. AYMES.	[861, 555, 943, 564]
ad-body: CONTRACTORS for Grain and Clover Threshing.	[157, 1027, 287, 1045]
ad-subheading: WILL NOT EXCHANGE.	[718, 300, 822, 311]
ad-body: NEXT SALE WEDNESDAY, 29th DECEMBER, 1909, at 1 p.m. AT LEVIN'S STORE, CHAPEL-ST. DALGETY & CO. LTD. LEVIN & CO., LTD. W.F.C.A., LTD.	[17, 695, 147, 730]
